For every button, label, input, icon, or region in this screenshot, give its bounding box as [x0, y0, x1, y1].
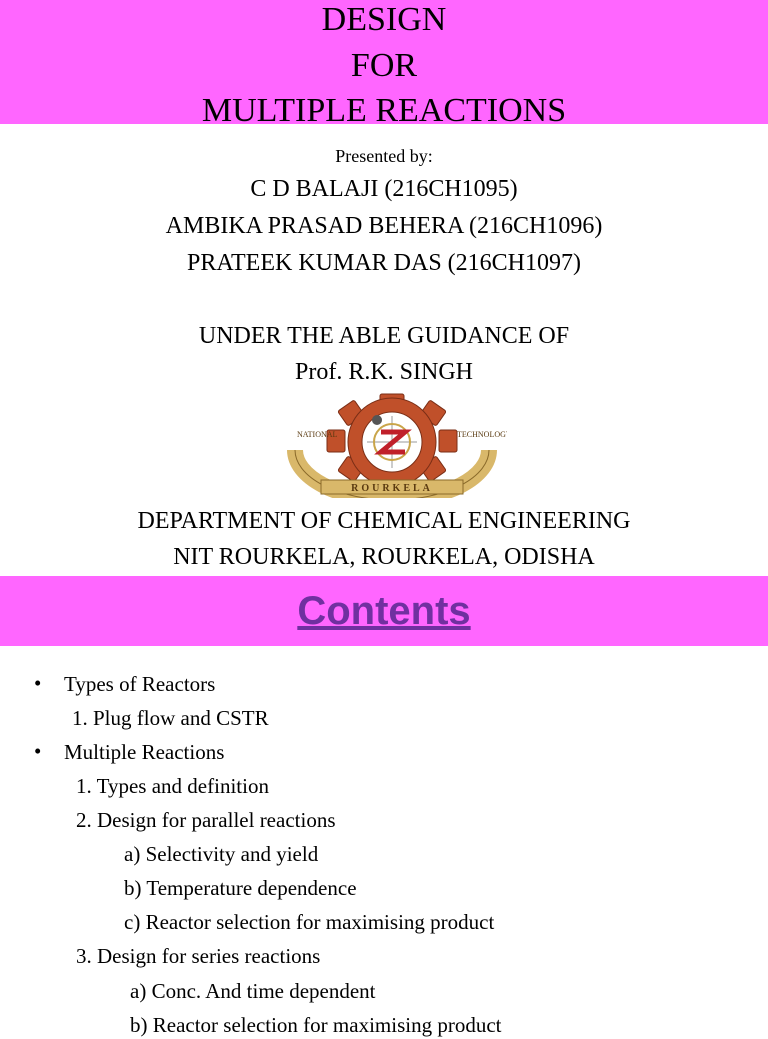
- contents-heading: Contents: [297, 589, 471, 633]
- department-line-2: NIT ROURKELA, ROURKELA, ODISHA: [173, 544, 595, 570]
- toc-item-types-of-reactors: Types of Reactors: [64, 672, 216, 696]
- svg-text:TECHNOLOGY: TECHNOLOGY: [457, 430, 507, 439]
- bullet-1: •: [34, 671, 42, 695]
- toc-item-types-definition: 1. Types and definition: [76, 774, 269, 798]
- toc-item-parallel: 2. Design for parallel reactions: [76, 808, 336, 832]
- toc-item-plug-flow: 1. Plug flow and CSTR: [72, 706, 269, 730]
- toc-item-multiple-reactions: Multiple Reactions: [64, 740, 225, 764]
- department-line-1: DEPARTMENT OF CHEMICAL ENGINEERING: [137, 508, 631, 534]
- guidance-heading: UNDER THE ABLE GUIDANCE OF: [198, 323, 570, 349]
- nit-rourkela-logo: [277, 392, 507, 498]
- title-line-1: DESIGN: [321, 1, 447, 38]
- nit-logo-graphic: [277, 392, 507, 498]
- title-line-2: FOR: [350, 47, 418, 84]
- toc-item-conc-time: a) Conc. And time dependent: [130, 979, 376, 1003]
- guide-name: Prof. R.K. SINGH: [294, 359, 473, 385]
- bullet-2: •: [34, 739, 42, 763]
- toc-item-reactor-selection-series: b) Reactor selection for maximising product: [130, 1013, 502, 1037]
- presented-by-label: Presented by:: [335, 146, 433, 166]
- svg-text:NATIONAL: NATIONAL: [297, 430, 338, 439]
- presenter-2: AMBIKA PRASAD BEHERA (216CH1096): [165, 213, 603, 239]
- presenter-3: PRATEEK KUMAR DAS (216CH1097): [186, 250, 582, 276]
- toc-item-series: 3. Design for series reactions: [76, 944, 321, 968]
- svg-text:ROURKELA: ROURKELA: [351, 483, 433, 494]
- title-line-3: MULTIPLE REACTIONS: [201, 92, 567, 129]
- presenter-1: C D BALAJI (216CH1095): [250, 176, 518, 202]
- toc-item-reactor-selection-parallel: c) Reactor selection for maximising product: [124, 910, 495, 934]
- toc-item-temperature: b) Temperature dependence: [124, 876, 357, 900]
- toc-item-selectivity: a) Selectivity and yield: [124, 842, 319, 866]
